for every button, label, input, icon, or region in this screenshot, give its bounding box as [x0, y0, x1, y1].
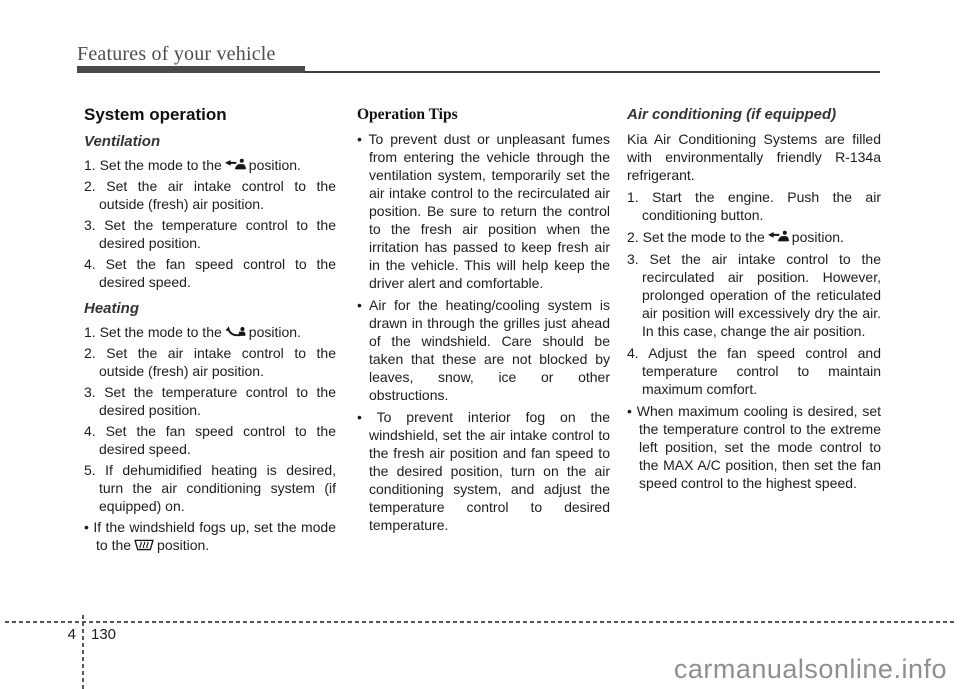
list-item — [627, 228, 881, 246]
item-text: position. — [248, 157, 301, 173]
column-system-operation — [84, 106, 336, 557]
list-item — [84, 156, 336, 174]
item-marker: • — [357, 131, 362, 147]
item-marker: 3. — [84, 384, 96, 400]
item-marker: 2. — [627, 229, 639, 245]
item-text: Set the mode to the — [99, 324, 222, 340]
item-marker: 3. — [627, 251, 639, 267]
item-text: When maximum cooling is desired, set the temperature control to the extreme left position, set the mode control to the MAX A/C position, then set the fan speed control to the highest speed. — [636, 403, 882, 491]
item-marker: 2. — [84, 178, 96, 194]
item-text: Adjust the fan speed control and temperature control to maintain maximum comfort. — [642, 345, 881, 397]
item-marker: • — [357, 297, 362, 313]
bullet-item — [357, 296, 610, 404]
item-text: Set the air intake control to the outside (fresh) air position. — [99, 345, 337, 379]
list-item — [84, 461, 336, 515]
column-operation-tips — [357, 106, 610, 538]
face-vent-icon — [225, 158, 246, 171]
footer-horizontal-divider — [5, 621, 956, 623]
subheading-heating: Heating — [84, 300, 140, 317]
item-text: Set the mode to the — [642, 229, 765, 245]
list-item — [84, 383, 336, 419]
item-text: Set the temperature control to the desired position. — [99, 217, 336, 251]
item-marker: • — [84, 519, 89, 535]
list-item — [84, 177, 336, 213]
subheading-ventilation: Ventilation — [84, 133, 161, 150]
watermark: carmanualsonline.info — [673, 654, 947, 684]
header-rule-thick — [77, 66, 305, 73]
item-marker: 2. — [84, 345, 96, 361]
intro-paragraph: Kia Air Conditioning Systems are filled with environmentally friendly R-134a refrigerant. — [627, 131, 881, 183]
item-text: Set the air intake control to the outside (fresh) air position. — [99, 178, 337, 212]
item-marker: • — [357, 409, 362, 425]
heading-operation-tips: Operation Tips — [357, 106, 458, 123]
list-item — [84, 422, 336, 458]
bullet-item — [627, 402, 881, 492]
column-air-conditioning — [627, 106, 881, 496]
list-item — [84, 216, 336, 252]
list-item — [84, 518, 336, 554]
item-marker: 4. — [84, 423, 96, 439]
item-text: To prevent dust or unpleasant fumes from entering the vehicle through the ventilation system, temporarily set the air intake control to the recirculated air position. Be sure to return the control to the fresh air position when the irritation has passed to keep fresh air in the vehicle. This will help keep the driver alert and comfortable. — [368, 131, 611, 291]
list-item — [84, 255, 336, 291]
item-marker: 1. — [84, 324, 96, 340]
item-marker: 1. — [627, 189, 639, 205]
item-text: position. — [157, 537, 210, 553]
item-marker: 1. — [84, 157, 96, 173]
item-text: Start the engine. Push the air conditioning button. — [642, 189, 881, 223]
heading-air-conditioning: Air conditioning (if equipped) — [627, 106, 837, 123]
item-text: Set the fan speed control to the desired speed. — [99, 256, 337, 290]
item-text: Set the temperature control to the desired position. — [99, 384, 336, 418]
defrost-icon — [134, 538, 154, 551]
face-vent-icon — [768, 230, 789, 243]
item-marker: 4. — [627, 345, 639, 361]
item-text: If the windshield fogs up, set the mode to the — [93, 519, 336, 553]
chapter-number: 4 — [67, 626, 76, 643]
item-text: Set the mode to the — [99, 157, 222, 173]
item-text: Set the fan speed control to the desired speed. — [99, 423, 337, 457]
item-marker: 5. — [84, 462, 96, 478]
footer-vertical-divider — [82, 615, 84, 689]
item-text: To prevent interior fog on the windshield, set the air intake control to the fresh air position and fan speed to the desired position, turn on the air conditioning system, and adjust the temperature control to desired temperature. — [369, 409, 610, 533]
list-item — [84, 344, 336, 380]
item-marker: 3. — [84, 217, 96, 233]
item-marker: • — [627, 403, 632, 419]
item-text: Air for the heating/cooling system is drawn in through the grilles just ahead of the windshield. Care should be taken that these are not blocked by leaves, snow, ice or other obstructions. — [369, 297, 610, 403]
floor-vent-icon — [225, 325, 246, 338]
item-text: If dehumidified heating is desired, turn the air conditioning system (if equipped) on. — [99, 462, 337, 514]
item-text: position. — [791, 229, 844, 245]
list-item — [627, 250, 881, 340]
list-item — [84, 323, 336, 341]
bullet-item — [357, 130, 610, 292]
item-text: position. — [248, 324, 301, 340]
item-marker: 4. — [84, 256, 96, 272]
list-item — [627, 188, 881, 224]
heading-system-operation: System operation — [84, 105, 227, 124]
bullet-item — [357, 408, 610, 534]
page-number: 130 — [91, 626, 117, 643]
list-item — [627, 344, 881, 398]
page-title: Features of your vehicle — [77, 43, 276, 65]
item-text: Set the air intake control to the recirculated air position. However, prolonged operation of the reticulated air position will excessively dry the air. In this case, change the air position. — [642, 251, 882, 339]
